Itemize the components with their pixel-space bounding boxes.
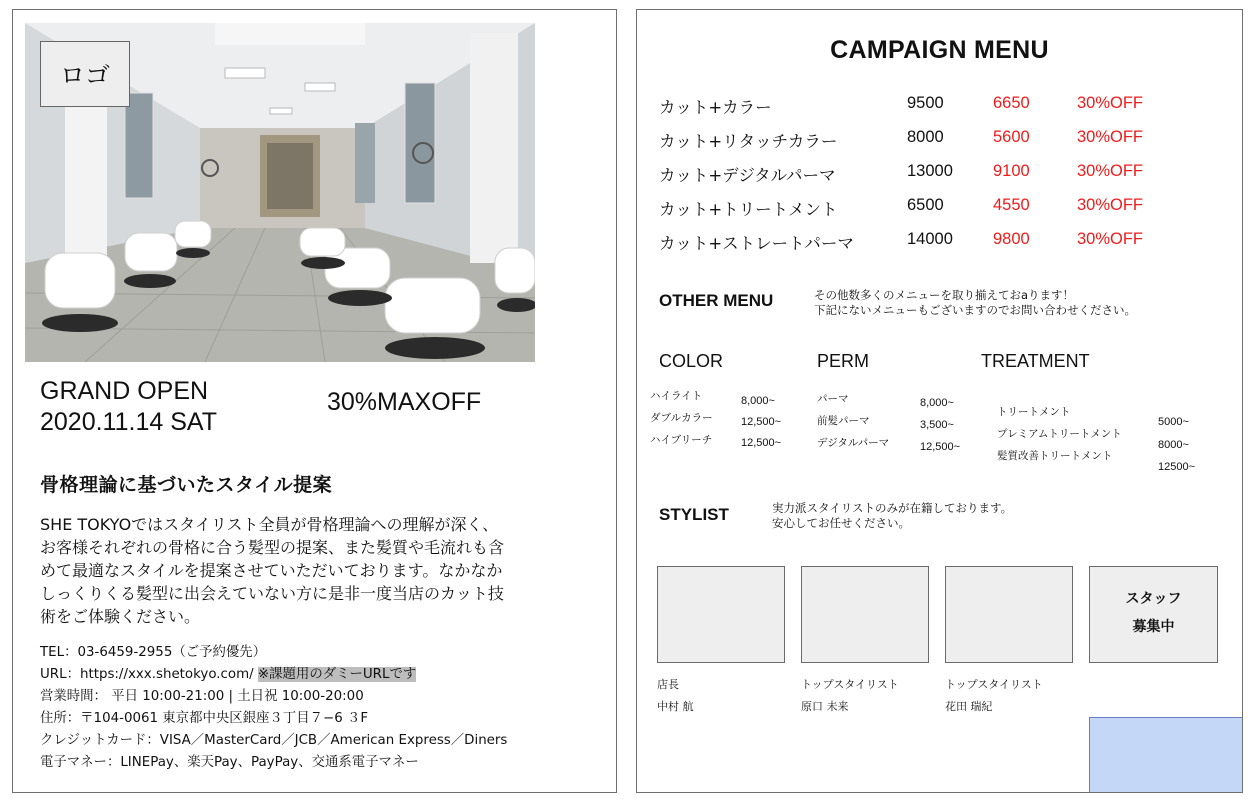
emoney-line: 電子マネー：LINEPay、楽天Pay、PayPay、交通系電子マネー <box>40 755 419 770</box>
other-menu-note-line: 下記にないメニューもございますのでお問い合わせください。 <box>814 303 1136 317</box>
campaign-item-sale: 6650 <box>993 94 1030 112</box>
color-item: ハイライト <box>650 390 703 402</box>
hours-line: 営業時間： 平日 10:00-21:00 | 土日祝 10:00-20:00 <box>40 689 364 704</box>
intro-line: お客様それぞれの骨格に合う髪型の提案、また髪質や毛流れも含 <box>40 538 505 557</box>
campaign-item-sale: 4550 <box>993 196 1030 214</box>
perm-title: PERM <box>817 351 870 371</box>
url-text[interactable]: URL：https://xxx.shetokyo.com/ <box>40 667 254 682</box>
perm-items <box>817 388 889 454</box>
grand-open-block <box>40 376 217 438</box>
other-menu-title: OTHER MENU <box>659 291 774 310</box>
treatment-price: 12500~ <box>1158 461 1196 473</box>
treatment-item: プレミアムトリートメント <box>997 428 1122 440</box>
treatment-items <box>997 401 1122 467</box>
intro-line: 術をご体験ください。 <box>40 607 201 626</box>
staff-photo-placeholder <box>657 566 785 663</box>
intro-line: しっくりくる髪型に出会えていない方に是非一度当店のカット技 <box>40 584 504 603</box>
grand-open-label: GRAND OPEN <box>40 377 209 405</box>
color-items <box>650 385 713 451</box>
campaign-item-off: 30%OFF <box>1077 94 1144 112</box>
staff-recruit-box <box>1089 566 1218 663</box>
campaign-item-sale: 9800 <box>993 230 1030 248</box>
staff-photo-placeholder <box>801 566 929 663</box>
address-line: 住所：〒104-0061 東京都中央区銀座３丁目７−6 ３F <box>40 711 369 726</box>
other-menu-note-line: その他数多くのメニューを取り揃えておaります！ <box>814 288 1075 302</box>
campaign-item-price: 8000 <box>907 128 944 146</box>
credit-line: クレジットカード：VISA／MasterCard／JCB／American Express／Diners <box>40 733 508 748</box>
tel-line: TEL：03-6459-2955（ご予約優先） <box>40 645 267 660</box>
stylist-title: STYLIST <box>659 505 729 524</box>
perm-price: 8,000~ <box>920 397 954 409</box>
stylist-note <box>772 501 1012 531</box>
campaign-item-name: カット+デジタルパーマ <box>659 166 836 185</box>
staff-role: トップスタイリスト <box>801 678 899 691</box>
intro-line: SHE TOKYOではスタイリスト全員が骨格理論への理解が深く、 <box>40 515 499 534</box>
recruit-line: 募集中 <box>1132 619 1175 635</box>
color-price: 12,500~ <box>741 416 782 428</box>
max-off-label: 30%MAXOFF <box>327 388 482 416</box>
recruit-line: スタッフ <box>1125 591 1182 607</box>
color-price: 8,000~ <box>741 395 775 407</box>
campaign-title: CAMPAIGN MENU <box>830 36 1049 64</box>
stylist-note-line: 安心してお任せください。 <box>772 516 910 530</box>
campaign-item-name: カット+リタッチカラー <box>659 132 838 151</box>
intro-line: めて最適なスタイルを提案させていただいております。なかなか <box>40 561 503 580</box>
staff-role: 店長 <box>657 678 679 691</box>
left-flyer-panel <box>12 9 617 793</box>
staff-name: 花田 瑞紀 <box>945 700 993 713</box>
perm-item: デジタルパーマ <box>817 437 890 449</box>
treatment-title: TREATMENT <box>981 351 1090 371</box>
url-line <box>40 664 610 686</box>
treatment-price: 8000~ <box>1158 439 1189 451</box>
treatment-item: 髪質改善トリートメント <box>997 450 1113 462</box>
perm-item: パーマ <box>817 393 849 405</box>
perm-price: 3,500~ <box>920 419 954 431</box>
perm-price: 12,500~ <box>920 441 961 453</box>
campaign-item-off: 30%OFF <box>1077 162 1144 180</box>
open-date: 2020.11.14 SAT <box>40 408 217 436</box>
treatment-item: トリートメント <box>997 406 1071 418</box>
staff-role: トップスタイリスト <box>945 678 1043 691</box>
campaign-item-off: 30%OFF <box>1077 230 1144 248</box>
staff-photo-placeholder <box>945 566 1073 663</box>
concept-headline: 骨格理論に基づいたスタイル提案 <box>40 474 333 496</box>
color-item: ハイブリーチ <box>650 434 713 446</box>
campaign-item-price: 6500 <box>907 196 944 214</box>
campaign-item-sale: 9100 <box>993 162 1030 180</box>
campaign-item-name: カット+カラー <box>659 98 772 117</box>
campaign-item-off: 30%OFF <box>1077 128 1144 146</box>
salon-interior-photo <box>25 23 535 362</box>
campaign-item-sale: 5600 <box>993 128 1030 146</box>
color-item: ダブルカラー <box>650 412 713 424</box>
campaign-item-off: 30%OFF <box>1077 196 1144 214</box>
treatment-price: 5000~ <box>1158 416 1189 428</box>
campaign-item-price: 14000 <box>907 230 953 248</box>
url-note: ※課題用のダミーURLです <box>257 667 417 682</box>
campaign-item-price: 13000 <box>907 162 953 180</box>
campaign-item-name: カット+トリートメント <box>659 200 838 219</box>
selection-overlay-block[interactable] <box>1089 717 1243 793</box>
other-menu-note <box>814 288 1136 318</box>
color-title: COLOR <box>659 351 724 371</box>
perm-item: 前髪パーマ <box>817 415 870 427</box>
color-price: 12,500~ <box>741 437 782 449</box>
stylist-note-line: 実力派スタイリストのみが在籍しております。 <box>772 501 1013 515</box>
campaign-item-name: カット+ストレートパーマ <box>659 234 854 253</box>
campaign-item-price: 9500 <box>907 94 944 112</box>
staff-name: 原口 未来 <box>801 700 849 713</box>
right-flyer-panel <box>636 9 1243 793</box>
shop-info <box>40 642 610 774</box>
staff-name: 中村 航 <box>657 700 694 713</box>
intro-paragraph <box>40 513 580 628</box>
logo-placeholder: ロゴ <box>40 41 130 107</box>
